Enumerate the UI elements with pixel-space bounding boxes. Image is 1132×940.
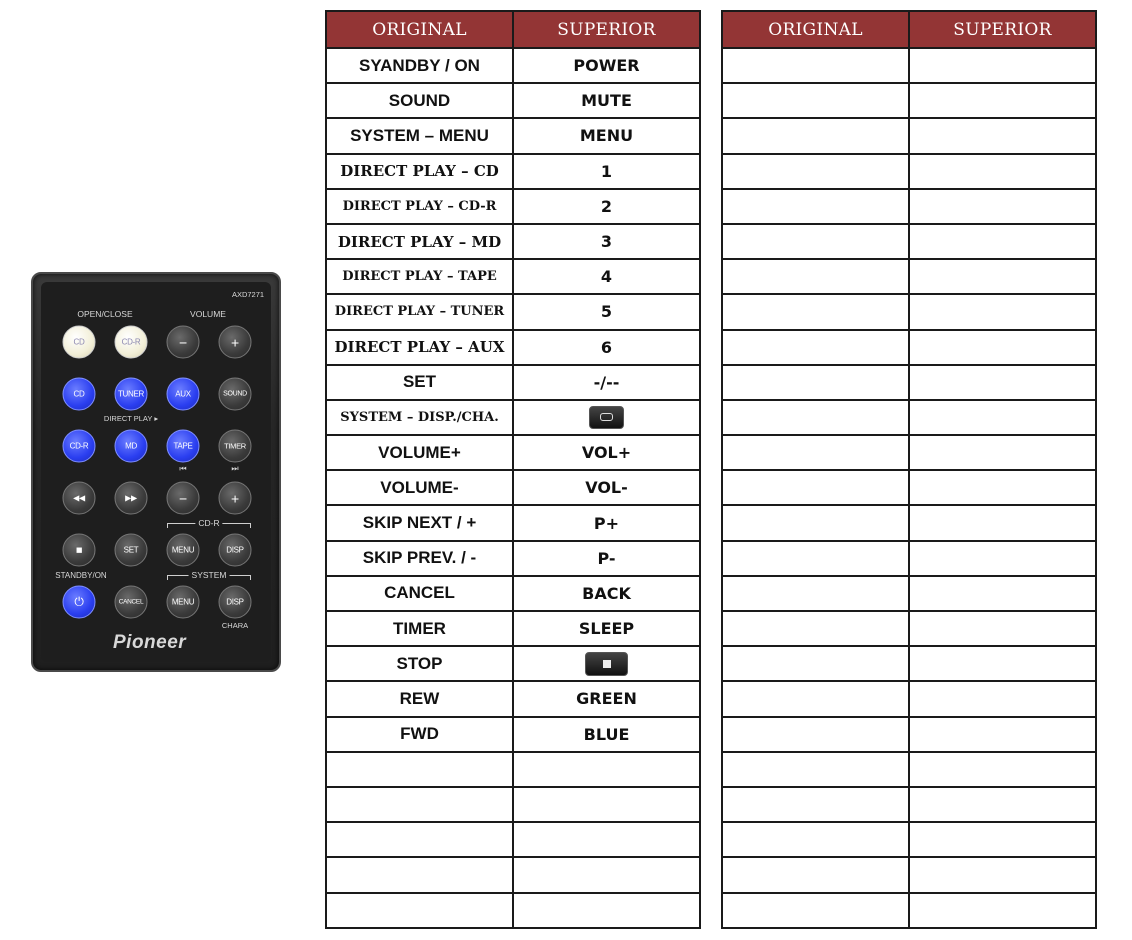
empty-table-row — [722, 365, 1096, 400]
superior-cell: 1 — [513, 154, 700, 189]
empty-table-row — [722, 541, 1096, 576]
table-row — [326, 259, 700, 294]
table-row — [326, 189, 700, 224]
empty-cell — [722, 435, 909, 470]
empty-cell — [722, 857, 909, 892]
empty-cell — [909, 224, 1096, 259]
table-row — [326, 505, 700, 540]
original-cell: SYSTEM – DISP./CHA. — [326, 400, 513, 435]
empty-table-row — [722, 822, 1096, 857]
remote-timer-button: TIMER — [219, 430, 252, 463]
remote-tape-button: TAPE — [167, 430, 200, 463]
superior-cell: SLEEP — [513, 611, 700, 646]
empty-cell — [513, 822, 700, 857]
table-row — [326, 400, 700, 435]
superior-cell — [513, 400, 700, 435]
superior-cell: -/-- — [513, 365, 700, 400]
empty-cell — [513, 752, 700, 787]
empty-table-row — [722, 118, 1096, 153]
empty-cell — [722, 48, 909, 83]
superior-cell: BACK — [513, 576, 700, 611]
empty-table-row — [722, 294, 1096, 329]
empty-table-row — [722, 470, 1096, 505]
table-row — [326, 470, 700, 505]
empty-cell — [909, 541, 1096, 576]
empty-cell — [909, 118, 1096, 153]
empty-table-row — [722, 83, 1096, 118]
table-row — [326, 541, 700, 576]
superior-cell: GREEN — [513, 681, 700, 716]
superior-cell: P- — [513, 541, 700, 576]
superior-cell: MENU — [513, 118, 700, 153]
remote-volume-plus-button: + — [219, 326, 252, 359]
remote-cd-open-button: CD — [63, 326, 96, 359]
skip-next-icon: ⏭ — [231, 464, 239, 473]
remote-rewind-button: ◀◀ — [63, 482, 96, 515]
empty-cell — [722, 752, 909, 787]
table-row — [326, 48, 700, 83]
table-row — [326, 118, 700, 153]
empty-cell — [909, 857, 1096, 892]
empty-cell — [722, 224, 909, 259]
empty-cell — [722, 83, 909, 118]
empty-cell — [722, 400, 909, 435]
empty-cell — [722, 365, 909, 400]
header-original: ORIGINAL — [326, 11, 513, 48]
superior-cell: MUTE — [513, 83, 700, 118]
empty-table-row — [722, 857, 1096, 892]
original-cell: DIRECT PLAY – TAPE — [326, 259, 513, 294]
empty-cell — [909, 48, 1096, 83]
remote-control-image — [31, 272, 281, 672]
superior-cell: P+ — [513, 505, 700, 540]
empty-table-row — [722, 505, 1096, 540]
empty-cell — [909, 681, 1096, 716]
empty-cell — [326, 857, 513, 892]
remote-forward-button: ▶▶ — [115, 482, 148, 515]
original-cell: SOUND — [326, 83, 513, 118]
superior-cell: 6 — [513, 330, 700, 365]
empty-table-row — [722, 154, 1096, 189]
empty-cell — [909, 576, 1096, 611]
empty-cell — [722, 154, 909, 189]
empty-table-row — [722, 893, 1096, 928]
table-row — [326, 717, 700, 752]
display-button-icon — [589, 406, 624, 429]
remote-cdr-menu-button: MENU — [167, 534, 200, 567]
superior-cell: 5 — [513, 294, 700, 329]
empty-cell — [722, 646, 909, 681]
empty-table-row — [722, 189, 1096, 224]
superior-cell: 2 — [513, 189, 700, 224]
original-cell: VOLUME+ — [326, 435, 513, 470]
empty-cell — [909, 189, 1096, 224]
empty-table-row — [722, 752, 1096, 787]
original-cell: SYANDBY / ON — [326, 48, 513, 83]
superior-cell — [513, 646, 700, 681]
original-cell: REW — [326, 681, 513, 716]
superior-cell: BLUE — [513, 717, 700, 752]
remote-cdr-button: CD-R — [63, 430, 96, 463]
skip-prev-icon: ⏮ — [179, 464, 187, 473]
empty-table-row — [722, 435, 1096, 470]
remote-cdr-open-button: CD-R — [115, 326, 148, 359]
header-superior: SUPERIOR — [513, 11, 700, 48]
remote-cdr-disp-button: DISP — [219, 534, 252, 567]
table-row — [326, 611, 700, 646]
empty-table-row — [722, 646, 1096, 681]
header-superior: SUPERIOR — [909, 11, 1096, 48]
superior-cell: VOL- — [513, 470, 700, 505]
empty-cell — [513, 893, 700, 928]
original-cell: DIRECT PLAY – AUX — [326, 330, 513, 365]
remote-set-button: SET — [115, 534, 148, 567]
remote-tuner-button: TUNER — [115, 378, 148, 411]
empty-table-row — [722, 259, 1096, 294]
original-cell: DIRECT PLAY – MD — [326, 224, 513, 259]
remote-aux-button: AUX — [167, 378, 200, 411]
superior-cell: POWER — [513, 48, 700, 83]
empty-cell — [326, 822, 513, 857]
remote-volume-minus-button: − — [167, 326, 200, 359]
empty-cell — [909, 154, 1096, 189]
pioneer-logo: Pioneer — [113, 632, 187, 653]
remote-power-button: ⏻ — [63, 586, 96, 619]
superior-cell: 4 — [513, 259, 700, 294]
empty-table-row — [326, 893, 700, 928]
empty-cell — [909, 83, 1096, 118]
empty-cell — [513, 787, 700, 822]
table-row — [326, 294, 700, 329]
empty-table-row — [722, 681, 1096, 716]
empty-table-row — [326, 752, 700, 787]
table-row — [326, 365, 700, 400]
empty-cell — [513, 857, 700, 892]
standby-on-label: STANDBY/ON — [55, 571, 107, 580]
empty-table-row — [326, 822, 700, 857]
empty-table-row — [722, 787, 1096, 822]
empty-cell — [722, 259, 909, 294]
empty-cell — [722, 611, 909, 646]
empty-cell — [722, 118, 909, 153]
empty-cell — [326, 752, 513, 787]
right-table-body — [722, 48, 1096, 928]
remote-model-label: AXD7271 — [231, 290, 265, 299]
empty-cell — [722, 541, 909, 576]
original-cell: CANCEL — [326, 576, 513, 611]
table-row — [326, 576, 700, 611]
table-row — [326, 154, 700, 189]
empty-cell — [909, 717, 1096, 752]
empty-cell — [909, 752, 1096, 787]
empty-cell — [722, 294, 909, 329]
original-cell: SKIP NEXT / + — [326, 505, 513, 540]
remote-stop-button: ■ — [63, 534, 96, 567]
table-row — [326, 435, 700, 470]
direct-play-label: DIRECT PLAY ▸ — [103, 414, 159, 423]
empty-cell — [722, 681, 909, 716]
empty-cell — [909, 470, 1096, 505]
empty-cell — [909, 646, 1096, 681]
empty-table-row — [326, 857, 700, 892]
empty-cell — [326, 893, 513, 928]
cdr-group-label: CD-R — [195, 518, 222, 528]
empty-cell — [909, 787, 1096, 822]
empty-cell — [909, 365, 1096, 400]
empty-cell — [722, 576, 909, 611]
empty-cell — [722, 787, 909, 822]
empty-cell — [909, 259, 1096, 294]
empty-cell — [909, 822, 1096, 857]
empty-cell — [722, 822, 909, 857]
open-close-label: OPEN/CLOSE — [77, 309, 133, 319]
table-row — [326, 681, 700, 716]
system-group-label: SYSTEM — [189, 570, 230, 580]
remote-direct-cd-button: CD — [63, 378, 96, 411]
table-row — [326, 646, 700, 681]
remote-skip-minus-button: − — [167, 482, 200, 515]
table-header-row — [326, 11, 700, 48]
header-original: ORIGINAL — [722, 11, 909, 48]
remote-system-menu-button: MENU — [167, 586, 200, 619]
empty-cell — [909, 893, 1096, 928]
remote-skip-plus-button: + — [219, 482, 252, 515]
empty-cell — [722, 505, 909, 540]
original-cell: TIMER — [326, 611, 513, 646]
empty-cell — [909, 505, 1096, 540]
empty-cell — [909, 294, 1096, 329]
stop-button-icon — [585, 652, 628, 676]
original-cell: STOP — [326, 646, 513, 681]
original-cell: FWD — [326, 717, 513, 752]
empty-table-row — [326, 787, 700, 822]
original-cell: SYSTEM – MENU — [326, 118, 513, 153]
empty-cell — [722, 189, 909, 224]
empty-table-row — [722, 48, 1096, 83]
empty-table-row — [722, 717, 1096, 752]
chara-label: CHARA — [221, 621, 249, 630]
empty-table-row — [722, 400, 1096, 435]
table-row — [326, 224, 700, 259]
original-cell: DIRECT PLAY – CD-R — [326, 189, 513, 224]
empty-cell — [909, 435, 1096, 470]
empty-cell — [909, 400, 1096, 435]
table-row — [326, 83, 700, 118]
empty-table-row — [722, 330, 1096, 365]
table-header-row — [722, 11, 1096, 48]
empty-cell — [909, 611, 1096, 646]
empty-cell — [326, 787, 513, 822]
remote-md-button: MD — [115, 430, 148, 463]
empty-cell — [909, 330, 1096, 365]
empty-cell — [722, 330, 909, 365]
remote-sound-button: SOUND — [219, 378, 252, 411]
original-cell: SET — [326, 365, 513, 400]
empty-table-row — [722, 576, 1096, 611]
table-row — [326, 330, 700, 365]
original-cell: VOLUME- — [326, 470, 513, 505]
mapping-table-left — [325, 10, 701, 929]
remote-system-disp-button: DISP — [219, 586, 252, 619]
empty-table-row — [722, 611, 1096, 646]
remote-cancel-button: CANCEL — [115, 586, 148, 619]
empty-table-row — [722, 224, 1096, 259]
original-cell: SKIP PREV. / - — [326, 541, 513, 576]
superior-cell: VOL+ — [513, 435, 700, 470]
empty-cell — [722, 893, 909, 928]
mapping-table-right — [721, 10, 1097, 929]
original-cell: DIRECT PLAY – CD — [326, 154, 513, 189]
volume-label: VOLUME — [190, 309, 226, 319]
original-cell: DIRECT PLAY – TUNER — [326, 294, 513, 329]
superior-cell: 3 — [513, 224, 700, 259]
empty-cell — [722, 470, 909, 505]
empty-cell — [722, 717, 909, 752]
